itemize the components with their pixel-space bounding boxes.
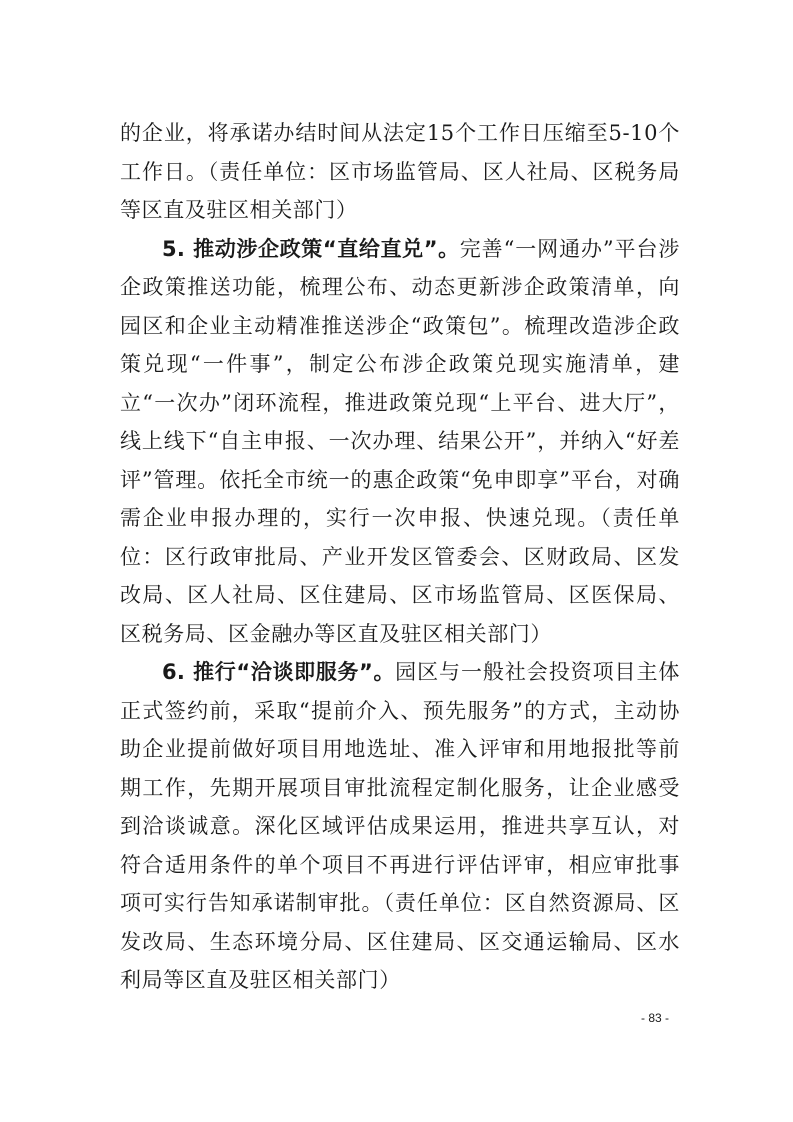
paragraph-continuation <box>120 114 680 230</box>
paragraph-item-5 <box>120 230 680 654</box>
item-5-text: 完善“一网通办”平台涉企政策推送功能，梳理公布、动态更新涉企政策清单，向园区和企业主动精准推送涉企“政策包”。梳理改造涉企政策兑现“一件事”，制定公布涉企政策兑现实施清单，建立“一次办”闭环流程，推进政策兑现“上平台、进大厅”，线上线下“自主申报、一次办理、结果公开”，并纳入“好差评”管理。依托全市统一的惠企政策“免申即享”平台，对确需企业申报办理的，实行一次申报、快速兑现。（责任单位：区行政审批局、产业开发区管委会、区财政局、区发改局、区人社局、区住建局、区市场监管局、区医保局、区税务局、区金融办等区直及驻区相关部门） <box>120 236 680 646</box>
document-body <box>120 114 680 1000</box>
paragraph-text: 的企业，将承诺办结时间从法定15个工作日压缩至5-10个工作日。（责任单位：区市场监管局、区人社局、区税务局等区直及驻区相关部门） <box>120 121 680 222</box>
item-6-heading: 6. 推行“洽谈即服务”。 <box>162 660 396 684</box>
page-number: - 83 - <box>641 1011 670 1025</box>
item-6-text: 园区与一般社会投资项目主体正式签约前，采取“提前介入、预先服务”的方式，主动协助企业提前做好项目用地选址、准入评审和用地报批等前期工作，先期开展项目审批流程定制化服务，让企业感受到洽谈诚意。深化区域评估成果运用，推进共享互认，对符合适用条件的单个项目不再进行评估评审，相应审批事项可实行告知承诺制审批。（责任单位：区自然资源局、区发改局、生态环境分局、区住建局、区交通运输局、区水利局等区直及驻区相关部门） <box>120 660 680 992</box>
item-5-heading: 5. 推动涉企政策“直给直兑”。 <box>162 236 460 261</box>
paragraph-item-6 <box>120 653 680 1000</box>
